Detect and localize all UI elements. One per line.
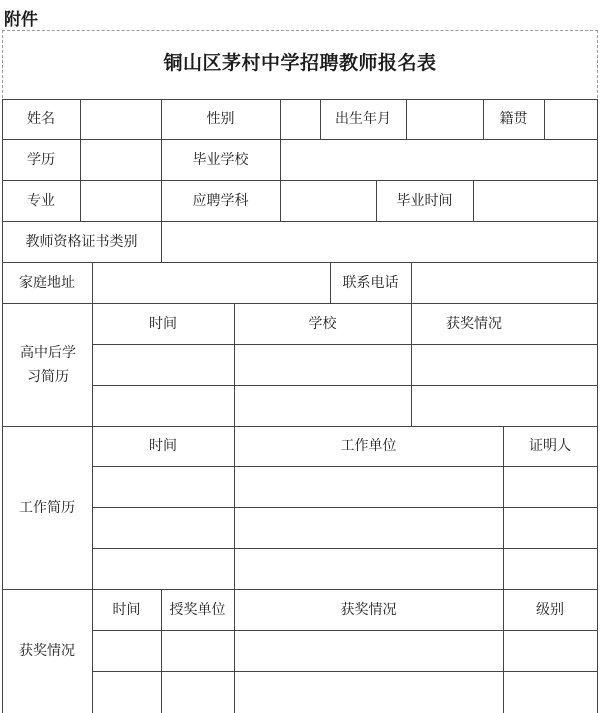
major-label: 专业: [27, 192, 55, 209]
awards-detail-header: 获奖情况: [340, 601, 397, 618]
native-place-field[interactable]: [544, 99, 597, 139]
graduation-time-field[interactable]: [473, 180, 597, 221]
form-title: 铜山区茅村中学招聘教师报名表: [163, 52, 437, 74]
birth-field[interactable]: [406, 99, 483, 139]
phone-label: 联系电话: [342, 274, 399, 291]
name-label: 姓名: [27, 111, 55, 127]
table-rule: [597, 99, 598, 713]
graduation-time-label: 毕业时间: [396, 192, 453, 209]
table-rule: [92, 630, 598, 631]
awards-level-header: 级别: [536, 601, 564, 618]
graduate-school-field[interactable]: [280, 139, 597, 180]
table-rule: [92, 548, 598, 549]
awards-time-header: 时间: [112, 601, 141, 618]
table-rule: [92, 385, 598, 386]
study-time-header: 时间: [149, 315, 177, 332]
gender-label: 性别: [206, 111, 235, 127]
name-field[interactable]: [80, 99, 161, 139]
graduate-school-label: 毕业学校: [192, 151, 249, 168]
table-rule: [92, 344, 598, 345]
applied-subject-field[interactable]: [280, 180, 376, 221]
table-rule: [92, 507, 598, 508]
teacher-cert-field[interactable]: [161, 221, 597, 262]
study-history-label: 高中后学习简历: [20, 344, 76, 385]
gender-field[interactable]: [280, 99, 320, 139]
table-rule: [92, 466, 598, 467]
table-rule: [92, 671, 598, 672]
awards-label: 获奖情况: [19, 643, 75, 659]
education-label: 学历: [27, 151, 55, 168]
work-unit-header: 工作单位: [340, 438, 397, 454]
teacher-cert-label: 教师资格证书类别: [25, 233, 138, 250]
education-field[interactable]: [80, 139, 161, 180]
phone-field[interactable]: [411, 262, 597, 303]
study-awards-header: 获奖情况: [446, 315, 502, 332]
work-history-label: 工作简历: [19, 499, 75, 516]
work-witness-header: 证明人: [529, 438, 571, 454]
work-time-header: 时间: [149, 438, 177, 454]
awards-issuer-header: 授奖单位: [169, 601, 226, 618]
home-address-label: 家庭地址: [19, 274, 75, 291]
applied-subject-label: 应聘学科: [192, 192, 249, 209]
attachment-label: 附件: [4, 10, 38, 30]
birth-label: 出生年月: [335, 111, 391, 127]
major-field[interactable]: [80, 180, 161, 221]
home-address-field[interactable]: [92, 262, 330, 303]
study-school-header: 学校: [308, 315, 337, 332]
native-place-label: 籍贯: [499, 111, 528, 127]
